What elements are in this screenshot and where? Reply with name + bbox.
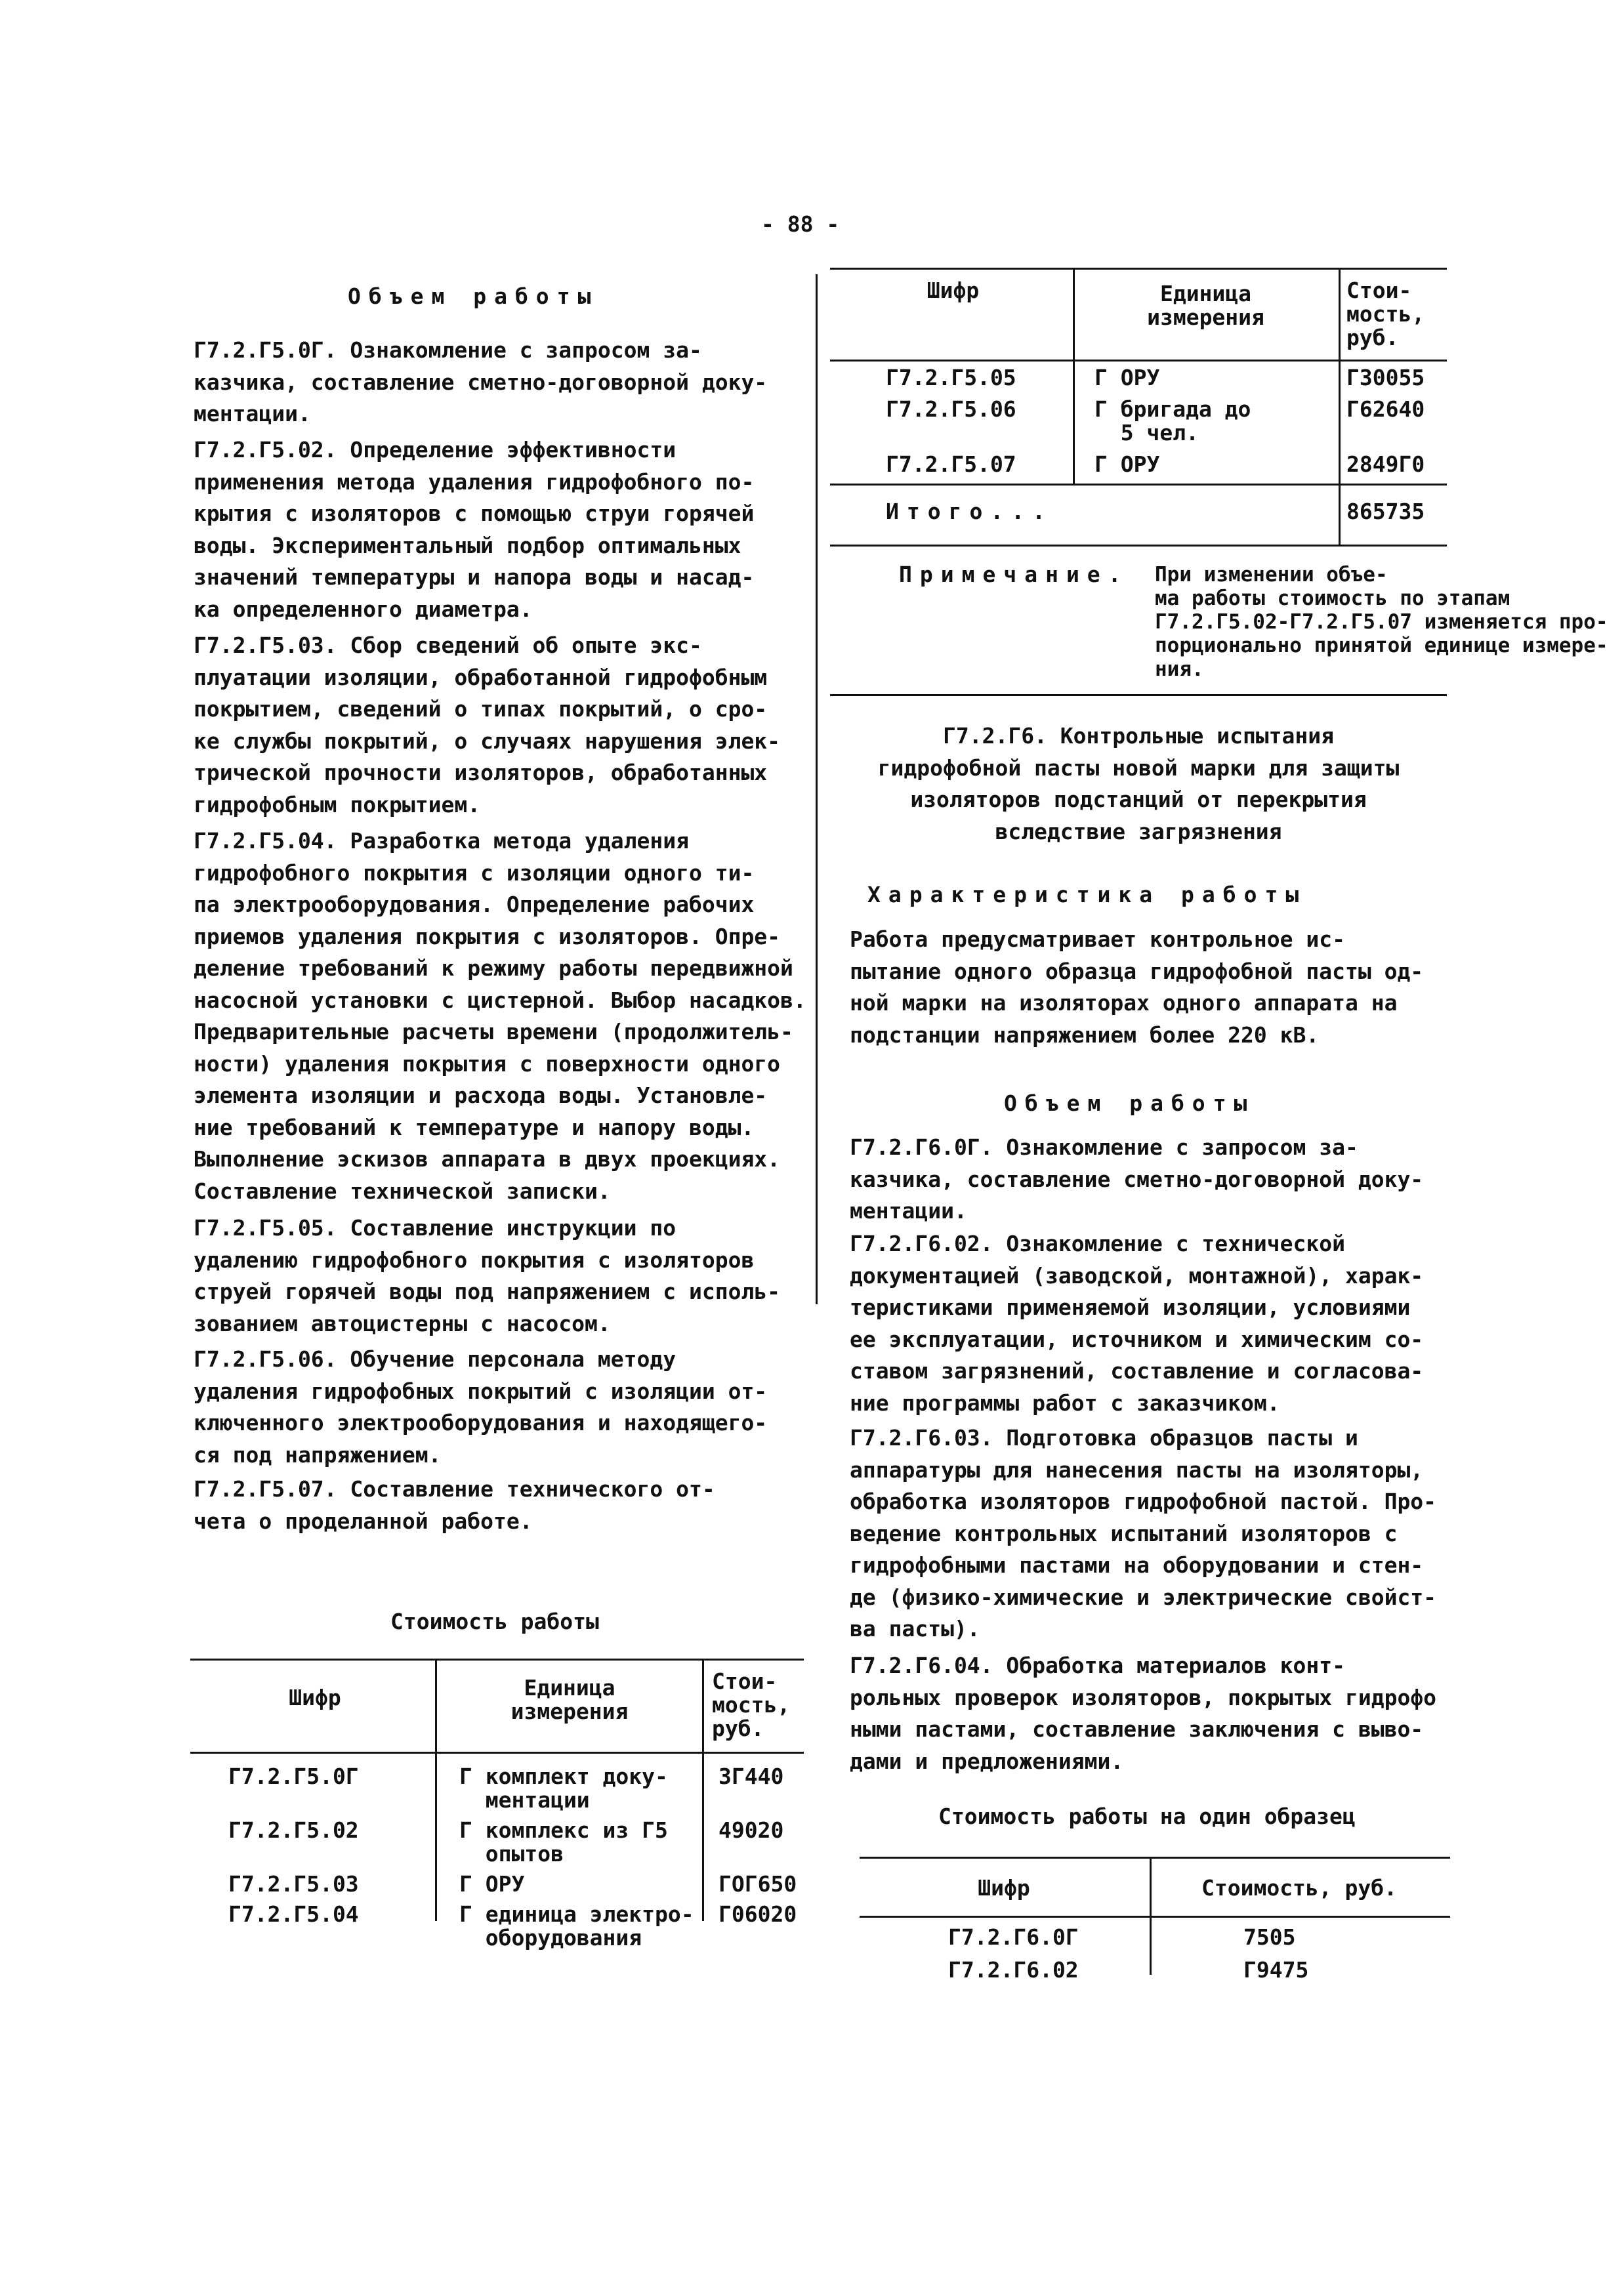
left-item-1: Г7.2.Г5.0Г. Ознакомление с запросом за- казчика, составление сметно-договорной доку- ментации. <box>194 337 768 426</box>
table-row-code: Г7.2.Г5.07 <box>886 451 1016 477</box>
table-row-unit: Г комплект доку- ментации <box>459 1764 668 1813</box>
left-table-header-code: Шифр <box>289 1685 341 1710</box>
table-row-unit: Г комплекс из Г5 опытов <box>459 1817 668 1867</box>
note-label: Примечание. <box>899 562 1129 587</box>
right-table-header-unit: Единица измерения <box>1147 281 1264 330</box>
note-text-first: При изменении объе- ма работы стоимость по этапам Г7.2.Г5.02-Г7.2.Г5.07 изменяется про- порционально принятой единице измере- ния. <box>1155 563 1608 681</box>
table-row-unit: Г ОРУ <box>459 1871 525 1897</box>
left-item-2: Г7.2.Г5.02. Определение эффективности применения метода удаления гидрофобного по- крытия с изоляторов с помощью струи горячей воды. Экспериментальный подбор оптимальных значений температуры и напора воды и насад- ка определенного диаметра. <box>194 437 755 622</box>
table2-header-code: Шифр <box>978 1875 1030 1901</box>
table-row-unit: Г ОРУ <box>1094 365 1160 390</box>
right-item-1: Г7.2.Г6.0Г. Ознакомление с запросом за- казчика, составление сметно-договорной доку- ментации. <box>850 1134 1424 1224</box>
table-row-code: Г7.2.Г5.04 <box>228 1901 359 1927</box>
table-row-cost: ГОГ650 <box>718 1871 797 1897</box>
note-divider <box>830 694 1447 696</box>
left-item-5: Г7.2.Г5.05. Составление инструкции по удалению гидрофобного покрытия с изоляторов струей горячей воды под напряжением с исполь- зованием автоцистерны с насосом. <box>194 1215 781 1336</box>
table-row-cost: Г62640 <box>1346 396 1425 422</box>
table2-header-cost: Стоимость, руб. <box>1201 1875 1397 1901</box>
left-item-3: Г7.2.Г5.03. Сбор сведений об опыте экс- плуатации изоляции, обработанной гидрофобным покрытием, сведений о типах покрытий, о сро- ке службы покрытий, о случаях нарушения элек- трической прочности изоляторов, обработанных гидрофобным покрытием. <box>194 632 781 817</box>
right-item-3: Г7.2.Г6.03. Подготовка образцов пасты и аппаратуры для нанесения пасты на изоляторы, обработка изоляторов гидрофобной пастой. Про- ведение контрольных испытаний изоляторов с гидрофобными пастами на оборудовании и стен- де (физико-химические и электрические свойст- ва пасты). <box>850 1425 1437 1642</box>
left-table-header-unit: Единица измерения <box>510 1675 629 1724</box>
column-divider <box>816 274 818 1304</box>
right-volume-heading: Объем работы <box>1004 1090 1255 1116</box>
table-row-code: Г7.2.Г6.02 <box>948 1957 1079 1983</box>
table-row-cost: 7505 <box>1243 1924 1296 1950</box>
right-table-header-code: Шифр <box>927 278 980 303</box>
table-row-unit: Г единица электро- оборудования <box>459 1901 694 1951</box>
left-volume-heading: Объем работы <box>348 283 599 309</box>
table-row-unit: Г бригада до 5 чел. <box>1094 396 1251 445</box>
right-table-header-cost: Стои- мость, руб. <box>1346 278 1425 350</box>
table-row-cost: 2849Г0 <box>1346 451 1425 477</box>
table-row-code: Г7.2.Г5.02 <box>228 1817 359 1843</box>
left-item-6: Г7.2.Г5.06. Обучение персонала методу удаления гидрофобных покрытий с изоляции от- ключенного электрооборудования и находящего- ся под напряжением. <box>194 1346 768 1468</box>
table-row-code: Г7.2.Г5.03 <box>228 1871 359 1897</box>
table-row-cost: 49020 <box>718 1817 784 1843</box>
table-row-cost: Г30055 <box>1346 365 1425 390</box>
table-row-code: Г7.2.Г5.0Г <box>228 1764 359 1789</box>
table-row-cost: Г9475 <box>1243 1957 1309 1983</box>
total-value: 865735 <box>1346 499 1425 524</box>
right-item-2: Г7.2.Г6.02. Ознакомление с технической документацией (заводской, монтажной), харак- теристиками применяемой изоляции, условиями ее эксплуатации, источником и химическим со- ставом загрязнений, составление и согласова- ние программы работ с заказчиком. <box>850 1231 1424 1416</box>
table-row-code: Г7.2.Г6.0Г <box>948 1924 1079 1950</box>
table-row-code: Г7.2.Г5.06 <box>886 396 1016 422</box>
left-item-4: Г7.2.Г5.04. Разработка метода удаления гидрофобного покрытия с изоляции одного ти- па электрооборудования. Определение рабочих приемов удаления покрытия с изоляторов. Опре- деление требований к режиму работы передвижной насосной установки с цистерной. Выбор насадков. Предварительные расчеты времени (продолжитель- ности) удаления покрытия с поверхности одного элемента изоляции и расхода воды. Установле- ние требований к температуре и напору воды. Выполнение эскизов аппарата в двух проекциях. Составление технической записки. <box>194 828 806 1204</box>
characteristic-heading: Характеристика работы <box>867 882 1307 907</box>
page-number: - 88 - <box>761 211 840 237</box>
characteristic-text: Работа предусматривает контрольное ис- пытание одного образца гидрофобной пасты од- ной марки на изоляторах одного аппарата на подстанции напряжением более 220 кВ. <box>850 926 1424 1048</box>
table-row-code: Г7.2.Г5.05 <box>886 365 1016 390</box>
total-label: Итого... <box>886 499 1053 524</box>
right-item-4: Г7.2.Г6.04. Обработка материалов конт- рольных проверок изоляторов, покрытых гидрофо ными пастами, составление заключения с выво- дами и предложениями. <box>850 1653 1437 1774</box>
table-row-cost: 3Г440 <box>718 1764 784 1789</box>
left-cost-title: Стоимость работы <box>390 1609 599 1634</box>
left-item-7: Г7.2.Г5.07. Составление технического от- чета о проделанной работе. <box>194 1476 715 1534</box>
table-row-cost: Г06020 <box>718 1901 797 1927</box>
section-title: Г7.2.Г6. Контрольные испытания гидрофобной пасты новой марки для защиты изоляторов подстанций от перекрытия вследствие загрязнения <box>877 723 1400 844</box>
table-row-unit: Г ОРУ <box>1094 451 1160 477</box>
right-cost-title: Стоимость работы на один образец <box>938 1804 1356 1829</box>
left-table-header-cost: Стои- мость, руб. <box>712 1668 791 1741</box>
